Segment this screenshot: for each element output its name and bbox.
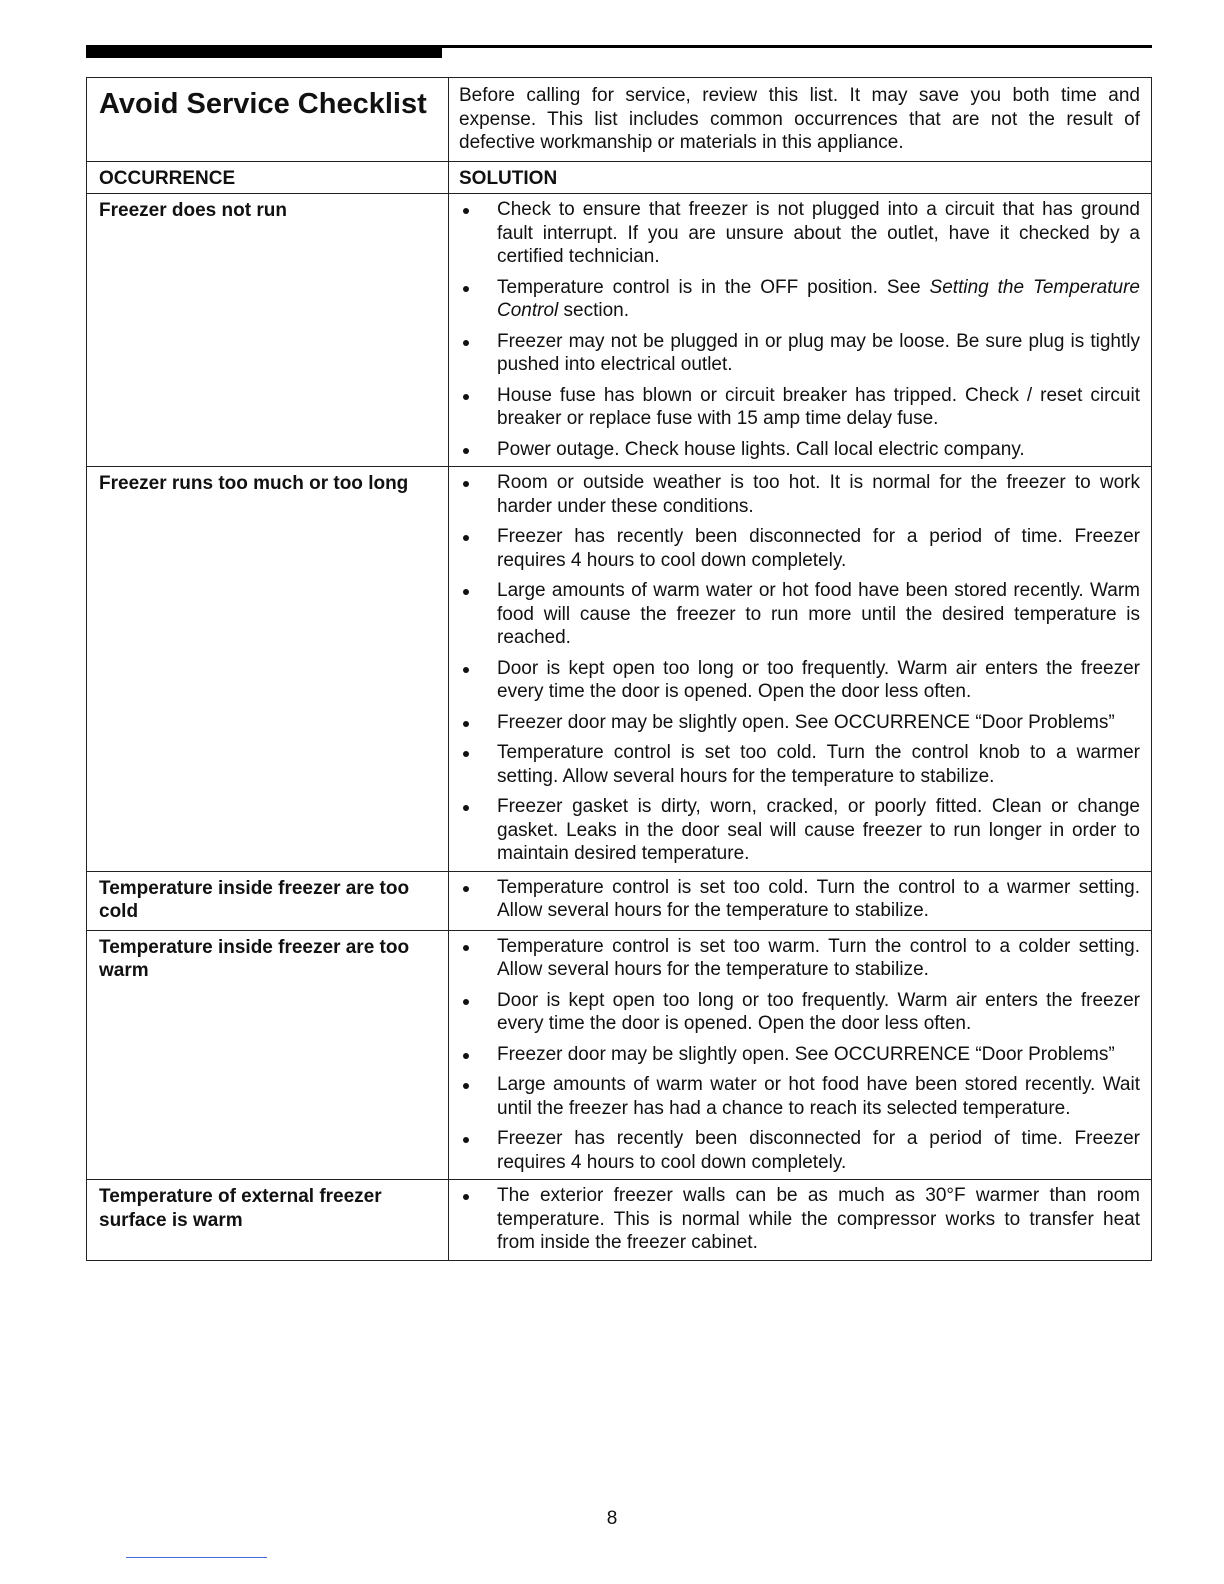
solution-text: Room or outside weather is too hot. It is normal for the freezer to work harder under these conditions.: [497, 472, 1140, 517]
solution-text: Door is kept open too long or too frequently. Warm air enters the freezer every time the door is opened. Open the door less often.: [497, 989, 1140, 1034]
solution-item: [459, 935, 1140, 982]
occurrence-column-header: OCCURRENCE: [87, 161, 449, 194]
table-row: [87, 467, 1152, 872]
solution-cell: [449, 467, 1152, 872]
table-row: [87, 1180, 1152, 1261]
solution-item: [459, 276, 1140, 323]
solution-cell: [449, 194, 1152, 467]
solution-text: Temperature control is set too warm. Turn the control to a colder setting. Allow several hours for the temperature to stabilize.: [497, 935, 1140, 980]
solution-text: Temperature control is in the OFF position. See: [497, 276, 930, 298]
solution-cell: [449, 930, 1152, 1180]
avoid-service-checklist-table: [86, 77, 1152, 1261]
solution-item: [459, 384, 1140, 431]
solution-item: [459, 438, 1140, 462]
solution-text: Freezer has recently been disconnected for a period of time. Freezer requires 4 hours to cool down completely.: [497, 526, 1140, 571]
solution-item: [459, 525, 1140, 572]
solution-cell: [449, 871, 1152, 930]
solution-item: [459, 579, 1140, 650]
solution-text: Large amounts of warm water or hot food have been stored recently. Wait until the freezer has had a chance to reach its selected temperature.: [497, 1074, 1140, 1119]
solution-item: [459, 1127, 1140, 1174]
intro-text: Before calling for service, review this list. It may save you both time and expense. This list includes common occurrences that are not the result of defective workmanship or materials in this appliance.: [449, 78, 1152, 162]
solution-text: The exterior freezer walls can be as much as 30°F warmer than room temperature. This is normal while the compressor works to transfer heat from inside the freezer cabinet.: [497, 1185, 1140, 1253]
solution-item: [459, 198, 1140, 269]
solution-item: [459, 657, 1140, 704]
solution-item: [459, 471, 1140, 518]
page-title: Avoid Service Checklist: [99, 88, 427, 120]
solution-text: House fuse has blown or circuit breaker has tripped. Check / reset circuit breaker or replace fuse with 15 amp time delay fuse.: [497, 384, 1140, 429]
solution-text: Freezer has recently been disconnected for a period of time. Freezer requires 4 hours to cool down completely.: [497, 1128, 1140, 1173]
solution-text: Freezer may not be plugged in or plug may be loose. Be sure plug is tightly pushed into electrical outlet.: [497, 330, 1140, 375]
solution-list: [459, 876, 1140, 923]
solution-cell: [449, 1180, 1152, 1261]
footer-line: [126, 1557, 267, 1558]
occurrence-cell: Freezer does not run: [87, 194, 449, 467]
header-rule-thin: [442, 45, 1152, 48]
solution-item: [459, 330, 1140, 377]
occurrence-cell: Temperature inside freezer are too warm: [87, 930, 449, 1180]
solution-text: Large amounts of warm water or hot food have been stored recently. Warm food will cause the freezer to run more until the desired temperature is reached.: [497, 580, 1140, 648]
solution-item: [459, 741, 1140, 788]
solution-list: [459, 198, 1140, 461]
table-row: [87, 930, 1152, 1180]
occurrence-cell: Freezer runs too much or too long: [87, 467, 449, 872]
table-row: [87, 194, 1152, 467]
solution-column-header: SOLUTION: [449, 161, 1152, 194]
solution-text: Freezer door may be slightly open. See OCCURRENCE “Door Problems”: [497, 1043, 1115, 1065]
solution-item: [459, 1073, 1140, 1120]
solution-text: Power outage. Check house lights. Call local electric company.: [497, 438, 1025, 460]
solution-text: Check to ensure that freezer is not plugged into a circuit that has ground fault interrupt. If you are unsure about the outlet, have it checked by a certified technician.: [497, 199, 1140, 267]
solution-item: [459, 711, 1140, 735]
solution-list: [459, 935, 1140, 1175]
page-number: 8: [606, 1508, 618, 1529]
occurrence-cell: Temperature inside freezer are too cold: [87, 871, 449, 930]
solution-item: [459, 989, 1140, 1036]
title-cell: [87, 78, 449, 162]
solution-item: [459, 1043, 1140, 1067]
solution-item: [459, 876, 1140, 923]
solution-text: Temperature control is set too cold. Turn the control knob to a warmer setting. Allow several hours for the temperature to stabilize.: [497, 742, 1140, 787]
solution-text: Freezer gasket is dirty, worn, cracked, or poorly fitted. Clean or change gasket. Leaks in the door seal will cause freezer to run longer in order to maintain desired temperature.: [497, 796, 1140, 864]
table-row: [87, 871, 1152, 930]
solution-text: section.: [558, 300, 630, 321]
solution-item: [459, 1184, 1140, 1255]
solution-text-italic: Setting the Temperature Control: [497, 276, 1140, 321]
solution-list: [459, 1184, 1140, 1255]
solution-text: Temperature control is set too cold. Turn the control to a warmer setting. Allow several hours for the temperature to stabilize.: [497, 876, 1140, 921]
header-rule-thick: [86, 45, 442, 58]
solution-item: [459, 795, 1140, 866]
solution-list: [459, 471, 1140, 866]
solution-text: Freezer door may be slightly open. See OCCURRENCE “Door Problems”: [497, 711, 1115, 733]
solution-text: Door is kept open too long or too frequently. Warm air enters the freezer every time the door is opened. Open the door less often.: [497, 657, 1140, 702]
column-header-row: [87, 161, 1152, 194]
title-row: [87, 78, 1152, 162]
occurrence-cell: Temperature of external freezer surface is warm: [87, 1180, 449, 1261]
